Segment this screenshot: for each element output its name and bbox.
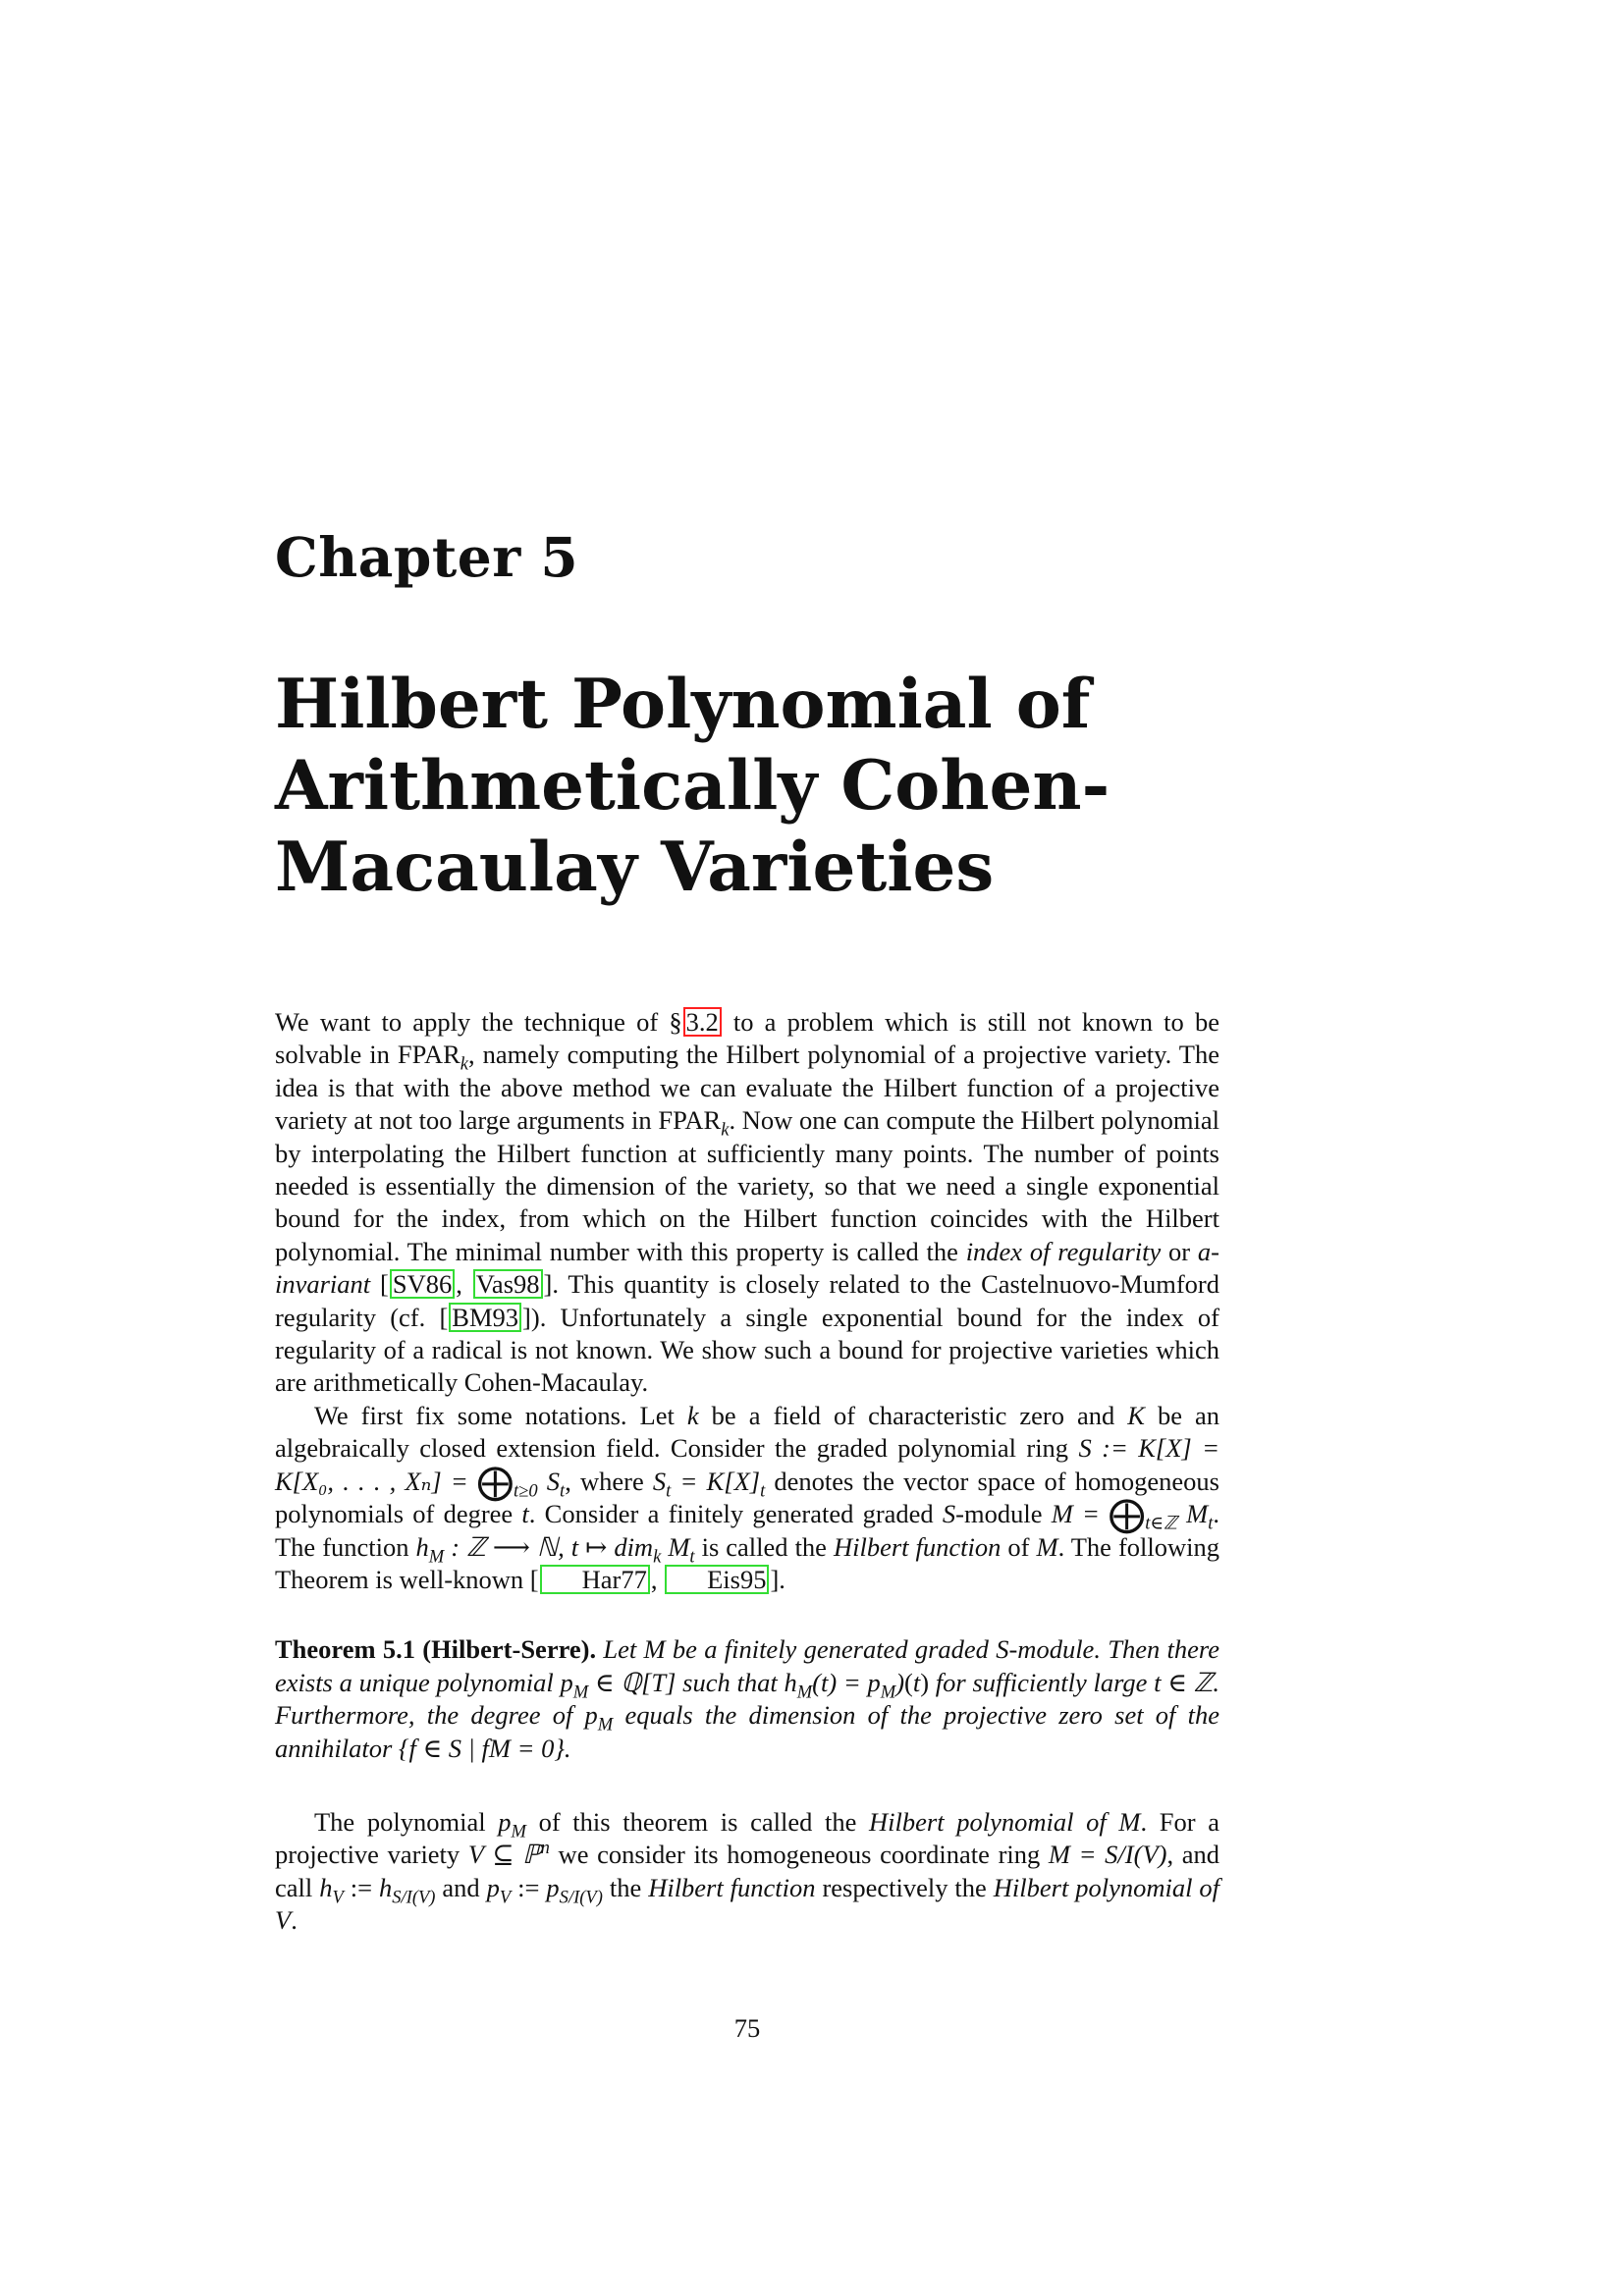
page-number: 75 [733, 2013, 761, 2043]
citation-bm93[interactable]: BM93 [449, 1303, 521, 1332]
chapter-title-line: Arithmetically Cohen- [275, 746, 1110, 826]
notation-paragraph: We first fix some notations. Let k be a field of characteristic zero and K be an algebraically closed extension field. Consider the graded polynomial ring S := K[X] = K[X₀, . . . , $X_n] = ⨁_{t\ge 0}$ $S_t$, where $S_t = K[X]_t$ denotes the vector space of homogeneous polynomials of degree t. Consider a finitely generated graded S-module $M = ⨁_{t\in ℤ}$ $M_t$. The function $h_M$ : ℤ ⟶ ℕ, t ↦ dim$_k$ $M_t$ is called the Hilbert function of M. The following Theorem is well-known [ Har77 , Eis95 ]. [275, 1400, 1220, 1594]
document-page [275, 0, 1219, 2296]
citation-eis95[interactable]: Eis95 [665, 1565, 769, 1594]
intro-paragraph: We want to apply the technique of § 3.2 to a problem which is still not known to be solvable in $FPAR_k$, namely computing the Hilbert polynomial of a projective variety. The idea is that with the above method we can evaluate the Hilbert function of a projective variety at not too large arguments in $FPAR_k$. Now one can compute the Hilbert polynomial by interpolating the Hilbert function at sufficiently many points. The number of points needed is essentially the dimension of the variety, so that we need a single exponential bound for the index, from which on the Hilbert function coincides with the Hilbert polynomial. The minimal number with this property is called the index of regularity or a-invariant [ SV86 , Vas98 ]. This quantity is closely related to the Castelnuovo-Mumford regularity (cf. [ BM93 ]). Unfortunately a single exponential bound for the index of regularity of a radical is not known. We show such a bound for projective varieties which are arithmetically Cohen-Macaulay. [275, 1007, 1220, 1398]
citation-sv86[interactable]: SV86 [390, 1269, 455, 1299]
chapter-title-line: Hilbert Polynomial of [275, 665, 1091, 744]
math-ring-definition: S := K[X] = K[X₀, . . . , Xₙ] = [275, 1433, 1220, 1496]
chapter-title-line: Macaulay Varieties [275, 828, 995, 907]
term-hilbert-polynomial-of-m: Hilbert polynomial of M [869, 1806, 1141, 1837]
term-hilbert-function-v: Hilbert function [648, 1872, 816, 1902]
body-text [275, 1006, 1219, 1938]
term-hilbert-function: Hilbert function [833, 1531, 1001, 1562]
definition-paragraph: The polynomial $p_M$ of this theorem is called the Hilbert polynomial of M. For a projective variety V ⊆ ℙ$^n$ we consider its homogeneous coordinate ring M = S/I(V), and call $h_V$ := $h_{S/I(V)}$ and $p_V$ := $p_{S/I(V)}$ the Hilbert function respectively the Hilbert polynomial of V. [275, 1806, 1220, 1936]
term-index-of-regularity: index of regularity [965, 1236, 1162, 1266]
theorem-heading: Theorem 5.1 (Hilbert-Serre). [275, 1634, 597, 1665]
theorem-5-1: Theorem 5.1 (Hilbert-Serre). Let M be a finitely generated graded S-module. Then there exists a unique polynomial $p_M$ ∈ ℚ[T] such that $h_M(t) = p_M)(t)$ for sufficiently large t ∈ ℤ. Furthermore, the degree of $p_M$ equals the dimension of the projective zero set of the annihilator {f ∈ S | fM = 0}. [275, 1634, 1219, 1763]
term-a-invariant: a-invariant [275, 1236, 1219, 1300]
citation-vas98[interactable]: Vas98 [473, 1269, 543, 1299]
term-hilbert-polynomial-of-v: Hilbert polynomial of V [275, 1872, 1220, 1936]
citation-har77[interactable]: Har77 [540, 1565, 650, 1594]
math-annihilator: {f ∈ S | fM = 0} [398, 1733, 565, 1763]
math-hilbert-function-map: : ℤ ⟶ ℕ, t ↦ dim [444, 1531, 654, 1562]
section-link[interactable]: 3.2 [683, 1007, 722, 1037]
chapter-title [275, 664, 1219, 908]
chapter-label: Chapter 5 [275, 525, 579, 589]
